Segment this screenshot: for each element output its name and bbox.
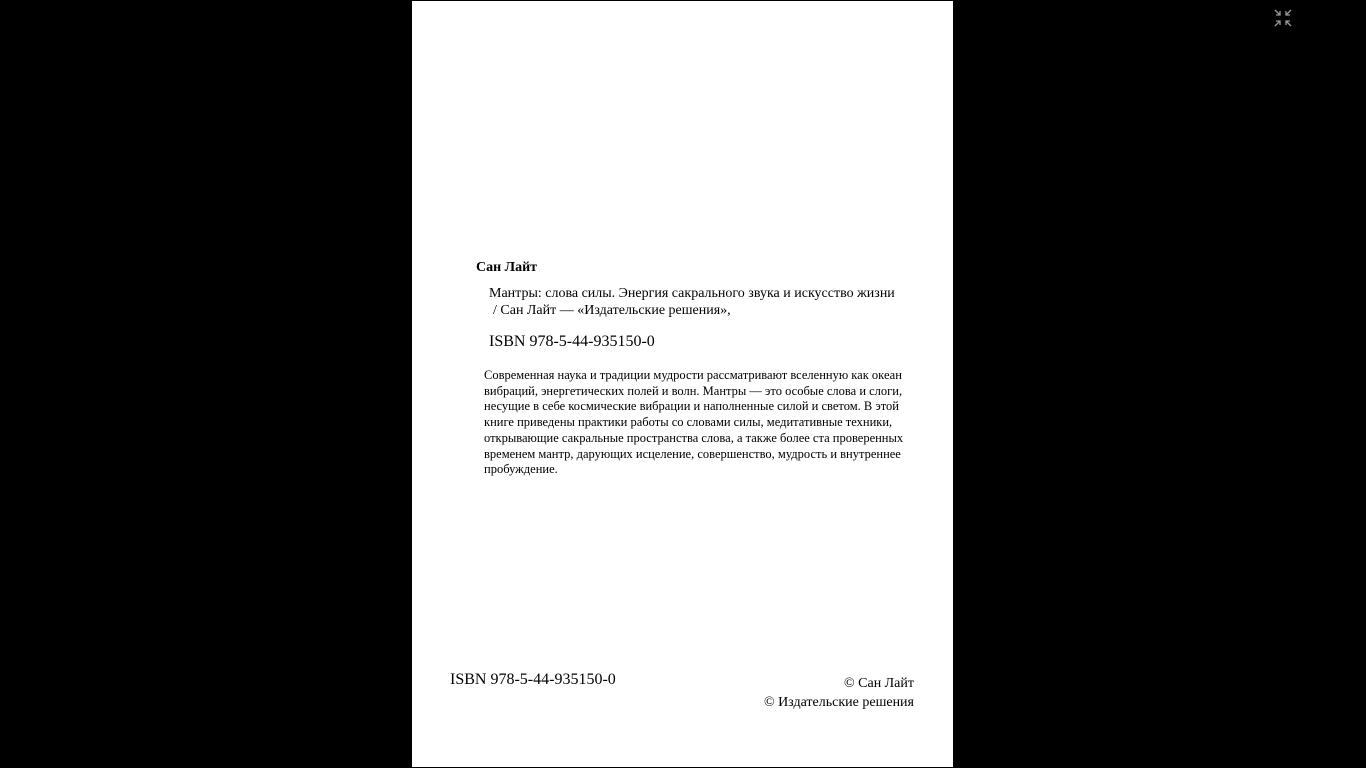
book-author-publisher-line: / Сан Лайт — «Издательские решения», bbox=[493, 303, 731, 318]
book-page bbox=[412, 1, 953, 767]
book-isbn: ISBN 978-5-44-935150-0 bbox=[489, 333, 655, 350]
footer-isbn: ISBN 978-5-44-935150-0 bbox=[450, 671, 616, 688]
exit-fullscreen-button[interactable] bbox=[1274, 9, 1292, 27]
book-title-line: Мантры: слова силы. Энергия сакрального звука и искусство жизни bbox=[489, 286, 895, 301]
copyright-publisher: © Издательские решения bbox=[763, 695, 914, 710]
book-author: Сан Лайт bbox=[476, 260, 538, 275]
copyright-block bbox=[764, 674, 914, 712]
book-abstract: Современная наука и традиции мудрости рассматривают вселенную как океан вибраций, энергетических полей и волн. Мантры — это особые слова и слоги, несущие в себе космические вибрации и наполненные силой и светом. В этой книге приведены практики работы со словами силы, медитативные техники, открывающие сакральные пространства слова, а также более ста проверенных временем мантр, дарующих исцеление, совершенство, мудрость и внутреннее пробуждение. bbox=[484, 368, 904, 477]
book-bibliographic-entry bbox=[489, 285, 919, 319]
copyright-author: © Сан Лайт bbox=[844, 676, 914, 691]
exit-fullscreen-icon bbox=[1274, 9, 1292, 27]
